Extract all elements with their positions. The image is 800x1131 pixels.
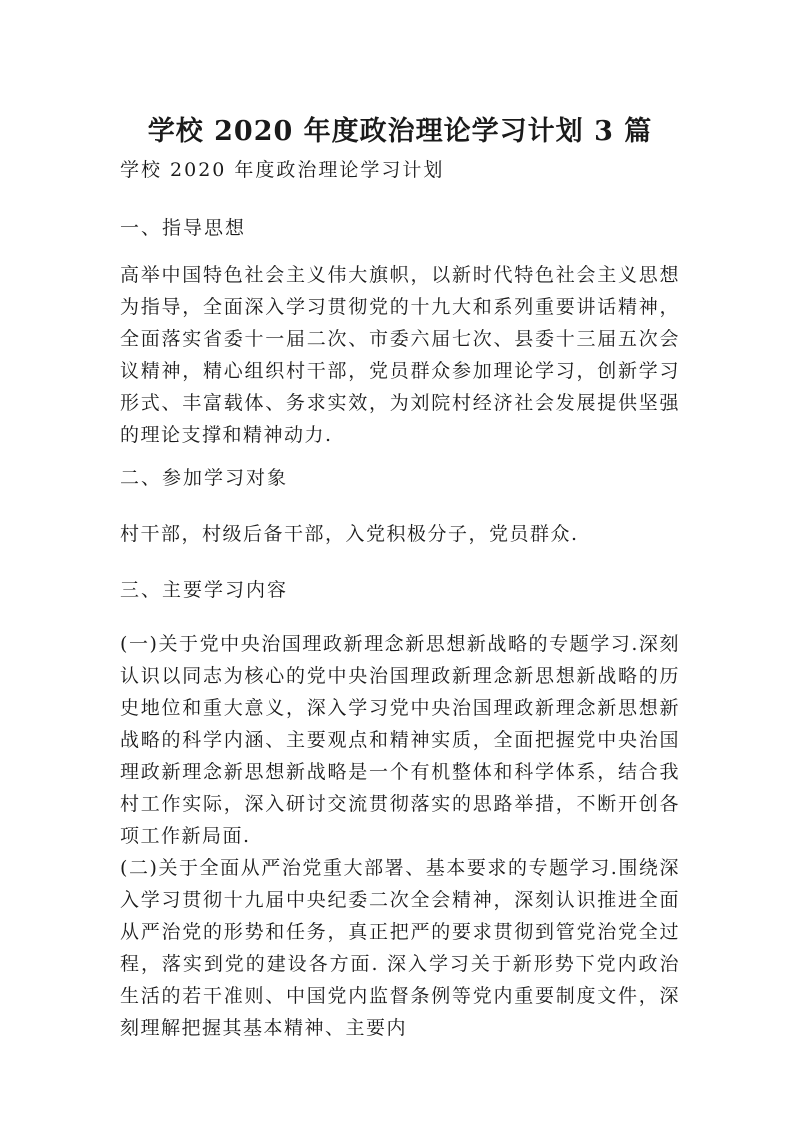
document-title: 学校 2020 年度政治理论学习计划 3 篇 xyxy=(147,116,653,147)
section-body-guiding-ideology: 高举中国特色社会主义伟大旗帜，以新时代特色社会主义思想为指导，全面深入学习贯彻党的十九大和系列重要讲话精神，全面落实省委十一届二次、市委六届七次、县委十三届五次会议精神，精心组织村干部，党员群众参加理论学习，创新学习形式、丰富载体、务求实效，为刘院村经济社会发展提供坚强的理论支撑和精神动力. xyxy=(120,264,680,446)
study-item-1: (一)关于党中央治国理政新理念新思想新战略的专题学习.深刻认识以同志为核心的党中央治国理政新理念新思想新战略的历史地位和重大意义，深入学习党中央治国理政新理念新思想新战略的科学内涵、主要观点和精神实质，全面把握党中央治国理政新理念新思想新战略是一个有机整体和科学体系，结合我村工作实际，深入研讨交流贯彻落实的思路举措，不断开创各项工作新局面. xyxy=(120,633,680,847)
section-heading-participants: 二、参加学习对象 xyxy=(120,467,289,489)
section-body-participants: 村干部，村级后备干部，入党积极分子，党员群众. xyxy=(120,523,579,545)
study-item-2: (二)关于全面从严治党重大部署、基本要求的专题学习.围绕深入学习贯彻十九届中央纪委二次全会精神，深刻认识推进全面从严治党的形势和任务，真正把严的要求贯彻到管党治党全过程，落实到党的建设各方面. 深入学习关于新形势下党内政治生活的若干准则、中国党内监督条例等党内重要制度文件，深刻理解把握其基本精神、主要内 xyxy=(120,857,680,1039)
section-heading-guiding-ideology: 一、指导思想 xyxy=(120,217,247,239)
document-subtitle: 学校 2020 年度政治理论学习计划 xyxy=(120,159,445,181)
section-heading-study-content: 三、主要学习内容 xyxy=(120,579,289,601)
